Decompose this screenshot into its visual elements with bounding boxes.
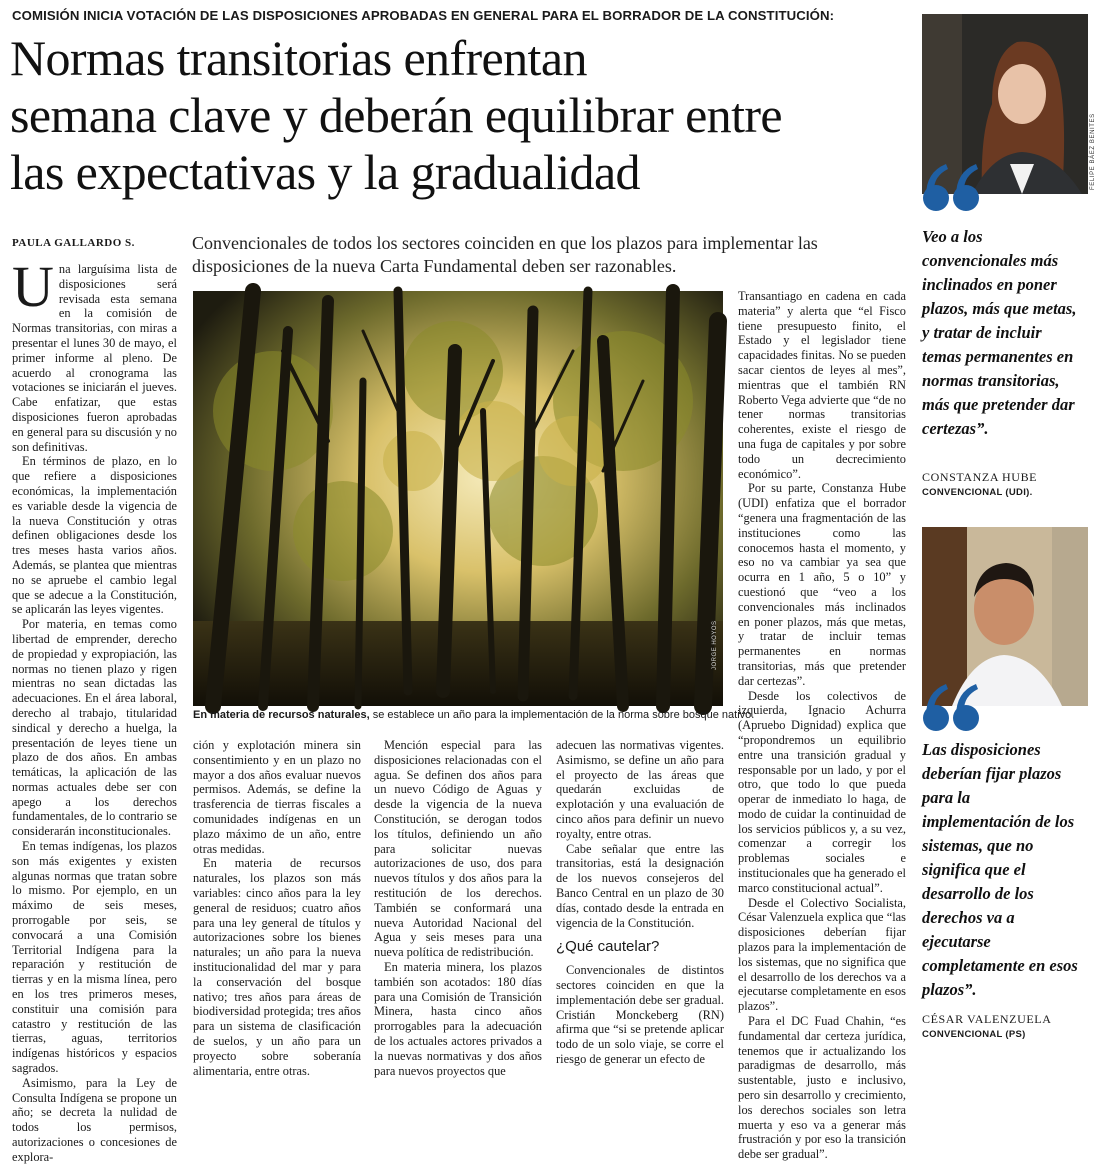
paragraph: En temas indígenas, los plazos son más exigentes y existen algunas normas que tratan sobre lo mismo. Por ejemplo, en un máximo de seis meses, prorrogable por seis, se convocará a una Comisión Territorial Indígena para la reparación y restitución de tierras y en la misma línea, pero en los tres primeros meses, constituir una comisión para catastro y restitución de las tierras, aguas, territorios indígenas históricos y espacios sagrados. [12,839,177,1076]
photo-caption [193,708,755,722]
paragraph: En materia minera, los plazos también son acotados: 180 días para una Comisión de Transición Minera, hasta cinco años prorrogables para la adecuación de los actuales actores privados a la nuevas normativas y dos años para nuevos proyectos que [374,959,542,1078]
paragraph: Por su parte, Constanza Hube (UDI) enfatiza que el borrador “genera una fragmentación de las instituciones como las conocemos hasta el momento, y eso no va cambiar ya sea que ocurra en 1 año, 5 o 10” y cuestionó que “veo a los convencionales más inclinados en poner plazos, más que metas, y tratar de incluir temas permanentes en normas transitorias, más que pretender dar certezas”. [738,481,906,688]
quote-1-name: CONSTANZA HUBE [922,470,1038,484]
forest-photo [193,291,723,706]
pull-quote-1: Veo a los convencionales más inclinados en poner plazos, más que metas, y tratar de incluir temas permanentes en normas transitorias, más que pretender dar certezas”. [922,227,1077,438]
forest-image [193,291,723,706]
paragraph: ción y explotación minera sin consentimiento y en un plazo no mayor a dos años evaluar nuevos permisos. Además, se define la trasferencia de tierras fiscales a comunidades indígenas en un plazo máximo de un año, entre otras medidas. [193,738,361,856]
quote-mark-icon [920,680,984,736]
deck: Convencionales de todos los sectores coinciden en que los plazos para implementar las disposiciones de la nueva Carta Fundamental deben ser razonables. [192,233,818,276]
paragraph: Asimismo, para la Ley de Consulta Indígena se propone un año; se decreta la nulidad de todos los permisos, autorizaciones o concesiones de explora- [12,1075,177,1164]
paragraph: En términos de plazo, en lo que refiere a disposiciones económicas, la implementación es variable desde la vigencia de la nueva Constitución y otras definen obligaciones desde los tres meses hasta varios años. Además, se plantea que mientras no se apruebe el cambio legal que se adecue a la Constitución, se aplicarán las leyes vigentes. [12,454,177,617]
headline-line-2: semana clave y deberán equilibrar entre [10,87,783,143]
paragraph: Por materia, en temas como libertad de emprender, derecho de propiedad y expropiación, las normas no tienen plazo y rigen mientras no sean dictadas las adecuaciones. En el área laboral, derecho al trabajo, titularidad sindical y derecho a huelga, la presentación de leyes tiene un plazo de dos años. En ambas temáticas, la aplicación de las normas actuales debe ser con apego a los derechos fundamentales, de lo contrario se considerarán inconstitucionales. [12,617,177,839]
paragraph: Transantiago en cadena en cada materia” y alerta que “el Fisco tiene presupuesto finito, el Estado y el legislador tiene capacidades finitas. No se pueden sacar cientos de leyes al mes”, mientras que el también RN Roberto Vega advierte que “de no tener normas transitorias coherentes, existe el riesgo de una fuga de capitales y por sobre todo un decrecimiento económico”. [738,289,906,481]
drop-cap: U [12,254,54,319]
quote-mark-icon [920,160,984,216]
caption-bold: En materia de recursos naturales, [193,709,370,721]
article-column-5 [738,289,906,1162]
paragraph: Desde los colectivos de izquierda, Ignacio Achurra (Apruebo Dignidad) explica que “propondremos un equilibrio entre una transición gradual y responsable por un lado, y por el otro, que todo lo que pueda operar de inmediato lo haga, de modo de cuidar la continuidad de los servicios públicos y, a su vez, comenzar a corregir los problemas sociales e institucionales que ha generado el marco constitucional actual”. [738,688,906,895]
paragraph: Desde el Colectivo Socialista, César Valenzuela explica que “las disposiciones deberían fijar plazos para la implementación de los sistemas, que no significa que el desarrollo de los derechos va a ejecutarse completamente en esos plazos”. [738,895,906,1014]
paragraph: adecuen las normativas vigentes. Asimismo, se define un año para el proyecto de las áreas que quedarán excluidas de explotación y una evaluación de cinco años para definir un nuevo royalty, entre otras. [556,738,724,841]
article-column-3 [374,738,542,1078]
subheading: ¿Qué cautelar? [556,938,660,956]
quote-2-name: CÉSAR VALENZUELA [922,1012,1052,1026]
article-column-2 [193,738,361,1078]
headline-line-3: las expectativas y la gradualidad [10,144,640,200]
pull-quote-2: Las disposiciones deberían fijar plazos para la implementación de los sistemas, que no significa que el desarrollo de los derechos va a ejecutarse completamente en esos plazos”. [922,740,1078,999]
caption-text: se establece un año para la implementación de la norma sobre bosque nativo. [369,709,755,721]
byline: PAULA GALLARDO S. [12,237,135,249]
article-column-1 [12,254,177,1164]
headline [10,30,910,201]
portrait-credit: FELIPE BÁEZ BENITES [1090,113,1096,190]
paragraph: Mención especial para las disposiciones relacionadas con el agua. Se definen dos años para un nuevo Código de Aguas y desde la vigencia de la nueva Constitución, se derogan todos los títulos, definiendo un año para solicitar nuevas autorizaciones de uso, dos para nuevos títulos y dos años para la restitución de los derechos. También se conformará una nueva Autoridad Nacional del Agua y seis meses para una nueva política de redistribución. [374,738,542,960]
photo-credit: JORGE HOYOS [712,620,718,670]
article-column-4 [556,738,724,1066]
paragraph: En materia de recursos naturales, los plazos son más variables: cinco años para la ley general de residuos; cuatro años para una ley general de títulos y autorizaciones sobre los bienes naturales; un año para la nueva institucionalidad del mar y para la conservación del bosque nativo; tres años para áreas de biodiversidad protegida; tres años para un sistema de clasificación de suelos, y un año para un proyecto sobre soberanía alimentaria, entre otras. [193,856,361,1078]
paragraph: Convencionales de distintos sectores coinciden en que la implementación debe ser gradual. Cristián Monckeberg (RN) afirma que “si se pretende aplicar todo de un solo viaje, se corre el riesgo de generar un efecto de [556,963,724,1066]
quote-2-role: CONVENCIONAL (PS) [922,1029,1026,1040]
paragraph: Cabe señalar que entre las transitorias, está la designación de los nuevos consejeros del Banco Central en un plazo de 30 días, contado desde la entrada en vigencia de la Constitución. [556,841,724,930]
quote-1-role: CONVENCIONAL (UDI). [922,487,1033,498]
paragraph: Para el DC Fuad Chahin, “es fundamental dar certeza jurídica, tenemos que ir actualizando los paradigmas de desarrollo, más sustentable, justo e inclusivo, pero sin desarrollo y crecimiento, los derechos sociales son letra muerta y eso va a generar más frustración y por eso la transición debe ser gradual”. [738,1014,906,1162]
headline-line-1: Normas transitorias enfrentan [10,30,587,86]
paragraph: Una larguísima lista de disposiciones será revisada esta semana en la comisión de Normas transitorias, con miras a presentar el lunes 30 de mayo, el primer informe al pleno. De acuerdo al cronograma las votaciones se iniciarán el jueves. Cabe enfatizar, que estas disposiciones fueron aprobadas en general para su discusión y no son definitivas. [12,254,177,454]
kicker: COMISIÓN INICIA VOTACIÓN DE LAS DISPOSICIONES APROBADAS EN GENERAL PARA EL BORRADOR DE LA CONSTITUCIÓN: [12,8,835,23]
